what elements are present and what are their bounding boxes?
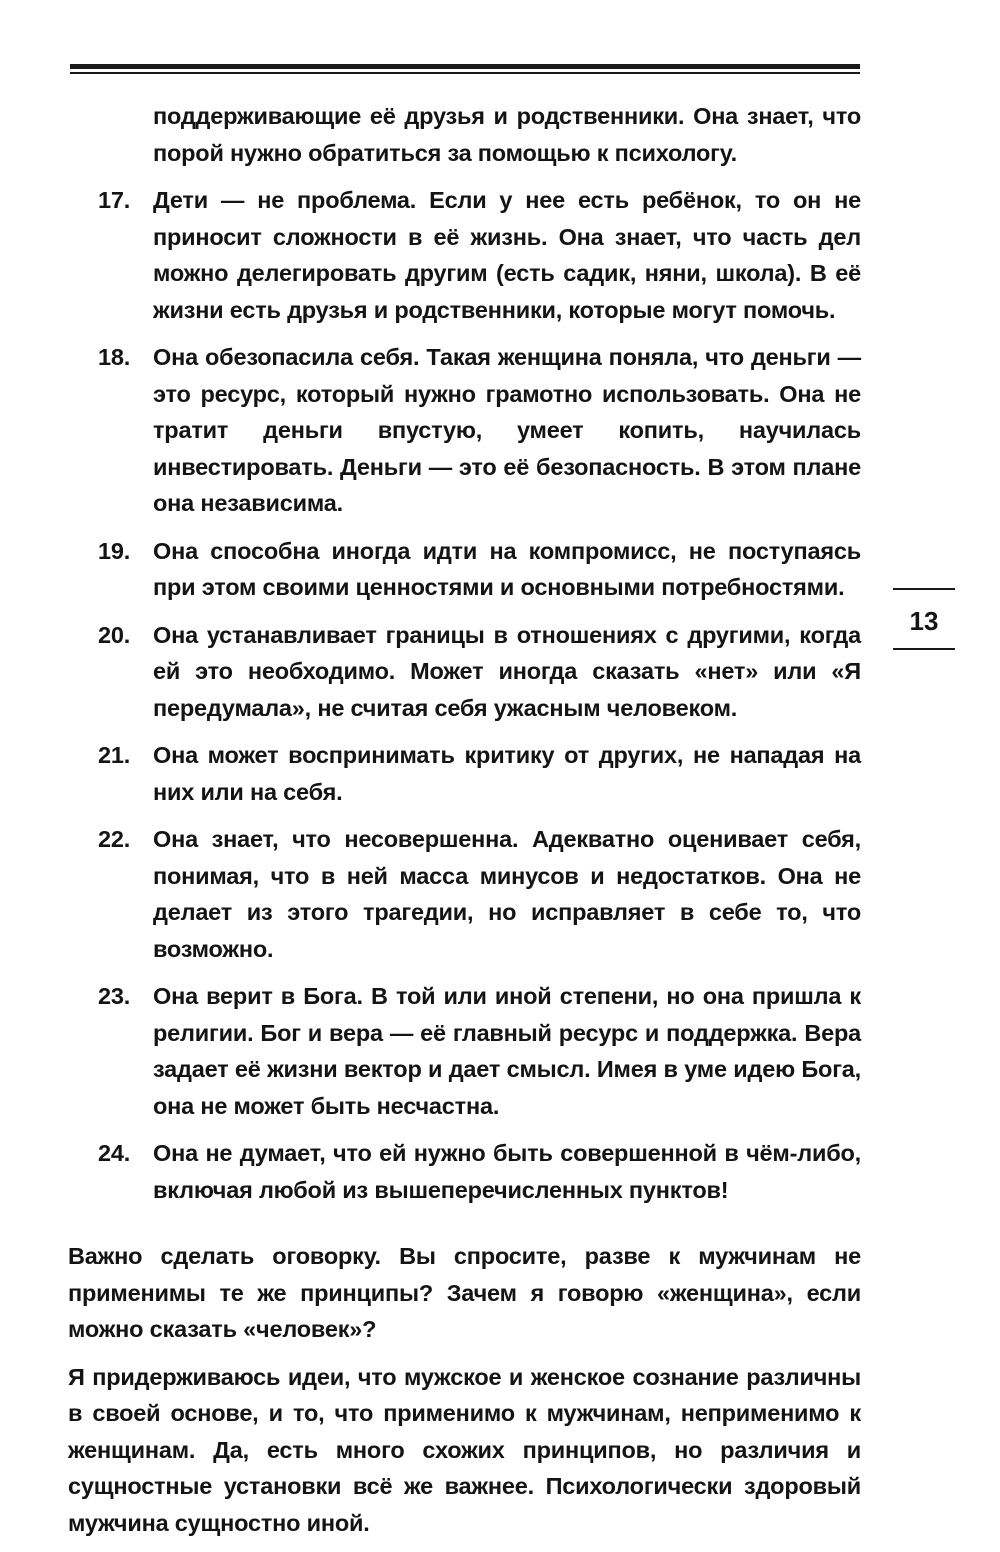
list-item-number: 19. [98,537,131,564]
header-rule-thin [70,72,860,74]
page-number: 13 [909,606,939,636]
list-item-text: Она может воспринимать критику от других, не нападая на них или на себя. [153,742,861,805]
list-item-number: 17. [98,187,131,213]
header-rule [70,64,860,74]
list-item-text: Она способна иногда идти на компромисс, не поступаясь при этом своими ценностями и основными потребностями. [153,537,861,600]
list-item-22 [68,821,861,967]
list-item-text: Дети — не проблема. Если у нее есть ребёнок, то он не приносит сложности в её жизнь. Она знает, что часть дел можно делегировать другим (есть садик, няни, школа). В её жизни есть друзья и родственники, которые могут помочь. [153,187,861,323]
list-item-18 [68,339,861,522]
page-body [68,98,861,1552]
body-paragraph: Важно сделать оговорку. Вы спросите, разве к мужчинам не применимы те же принципы? Зачем я говорю «женщина», если можно сказать «человек»? [68,1243,861,1342]
page-number-marker [893,588,955,650]
list-item-21 [68,737,861,810]
list-item-20 [68,617,861,727]
list-item-text: Она знает, что несовершенна. Адекватно оценивает себя, понимая, что в ней масса минусов и недостатков. Она не делает из этого трагедии, но исправляет в себе то, что возможно. [153,826,861,962]
list-item-number: 20. [98,621,131,648]
list-item-19 [68,533,861,606]
list-item-number: 21. [98,742,131,768]
list-item-number: 22. [98,826,131,852]
body-paragraph: Я придерживаюсь идеи, что мужское и женское сознание различны в своей основе, и то, что применимо к мужчинам, неприменимо к женщинам. Да, есть много схожих принципов, но различия и сущностные установки всё же важнее. Психологически здоровый мужчина сущностно иной. [68,1363,861,1536]
list-item-24 [68,1135,861,1208]
list-item-number: 23. [98,983,131,1009]
page-number-rule-bottom [893,648,955,650]
list-item-17 [68,182,861,328]
continued-paragraph: поддерживающие её друзья и родственники. Она знает, что порой нужно обратиться за помощью к психологу. [153,103,861,166]
list-item-23 [68,978,861,1124]
list-item-number: 24. [98,1140,131,1166]
list-item-text: Она устанавливает границы в отношениях с другими, когда ей это необходимо. Может иногда сказать «нет» или «Я передумала», не считая себя ужасным человеком. [153,621,861,721]
list-item-text: Она не думает, что ей нужно быть совершенной в чём-либо, включая любой из вышеперечисленных пунктов! [153,1140,861,1203]
list-item-number: 18. [98,344,131,370]
list-item-text: Она обезопасила себя. Такая женщина поняла, что деньги — это ресурс, который нужно грамотно использовать. Она не тратит деньги впустую, умеет копить, научилась инвестировать. Деньги — это её безопасность. В этом плане она независима. [153,344,861,516]
header-rule-thick [70,64,860,69]
list-item-text: Она верит в Бога. В той или иной степени, но она пришла к религии. Бог и вера — её главный ресурс и поддержка. Вера задает её жизни вектор и дает смысл. Имея в уме идею Бога, она не может быть несчастна. [153,983,861,1119]
